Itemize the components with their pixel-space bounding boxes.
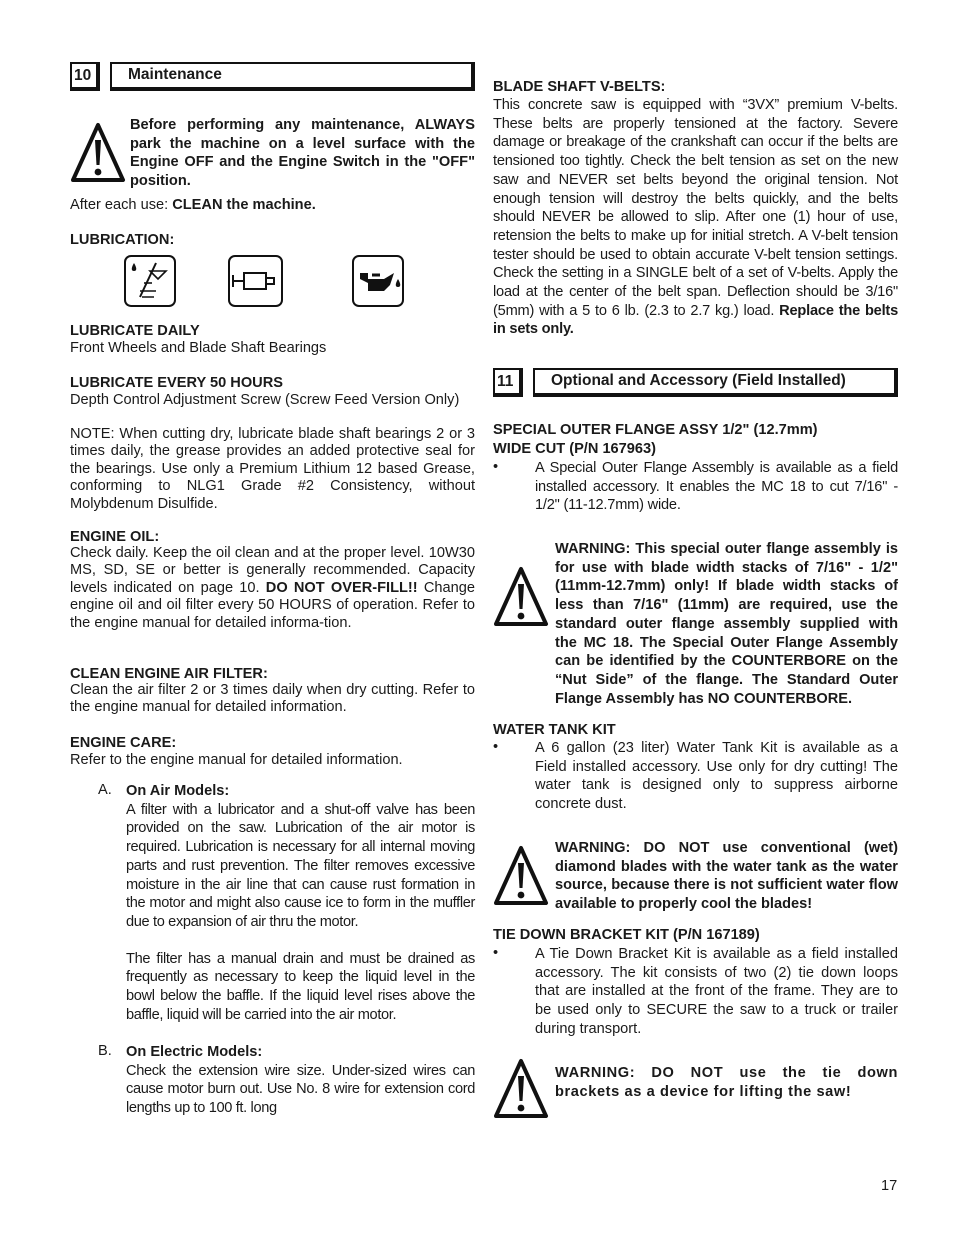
flange-heading-line-2: WIDE CUT (P/N 167963) [493, 441, 657, 457]
section-title: Maintenance [110, 62, 475, 91]
item-b [98, 1043, 475, 1123]
bullet: • [493, 945, 499, 961]
bullet: • [493, 459, 499, 475]
warning-triangle-icon [493, 845, 549, 907]
warning-text: Before performing any maintenance, ALWAYS park the machine on a level surface with the Engine OFF and the Engine Switch in the "OFF" position. [130, 117, 475, 190]
lubrication-heading: LUBRICATION: [70, 232, 175, 248]
water-tank-heading: WATER TANK KIT [493, 722, 616, 738]
flange-warning [493, 540, 898, 708]
tie-down-heading: TIE DOWN BRACKET KIT (P/N 167189) [493, 927, 760, 943]
item-b-letter: B. [98, 1043, 112, 1059]
flange-bullet-item [493, 459, 898, 519]
water-tank-text: A 6 gallon (23 liter) Water Tank Kit is available as a Field installed accessory. Use only for dry cutting! The water tank is designed only to suppress airborne concrete dust. [535, 740, 898, 813]
bullet: • [493, 739, 499, 755]
engine-care-text: Refer to the engine manual for detailed information. [70, 752, 403, 768]
lubricate-daily-heading: LUBRICATE DAILY [70, 323, 200, 339]
page-number: 17 [881, 1178, 898, 1194]
tie-down-warning [493, 1058, 898, 1120]
engine-oil-paragraph: Check daily. Keep the oil clean and at the proper level. 10W30 MS, SD, SE or better is generally recommended. Capacity levels indicated on page 10. DO NOT OVER-FILL!! Change engine oil and oil filter every 50 HOURS of operation. Refer to the engine manual for detailed informa-tion. [70, 545, 475, 631]
after-use-line: After each use: CLEAN the machine. [70, 197, 316, 213]
maintenance-warning [70, 116, 475, 191]
item-b-body [126, 1043, 475, 1118]
engine-oil-heading: ENGINE OIL: [70, 529, 160, 545]
section-number: 11 [493, 368, 523, 397]
item-a [98, 782, 475, 1082]
oil-can-icon [352, 255, 404, 307]
item-a-heading: On Air Models: [126, 783, 230, 799]
bearing-icon [228, 255, 283, 307]
note-paragraph: NOTE: When cutting dry, lubricate blade shaft bearings 2 or 3 times daily, the grease provides an added protective seal for the bearings. Use only a Premium Lithium 12 based Grease, conforming to NLG1 Grade #2 Consistency, without Molybdenum Disulfide. [70, 426, 475, 512]
tie-down-text: A Tie Down Bracket Kit is available as a field installed accessory. The kit consists of two (2) tie down loops that are installed at the front of the frame. They are to be used only to SECURE the saw to a truck or trailer during transport. [535, 946, 898, 1037]
section-11-header [493, 368, 898, 395]
item-b-heading: On Electric Models: [126, 1044, 263, 1060]
item-a-letter: A. [98, 782, 112, 798]
water-tank-bullet-item [493, 739, 898, 819]
lubricate-daily-text: Front Wheels and Blade Shaft Bearings [70, 340, 327, 356]
section-title: Optional and Accessory (Field Installed) [533, 368, 898, 397]
warning-triangle-icon [493, 566, 549, 628]
vbelts-paragraph: This concrete saw is equipped with “3VX” premium V-belts. These belts are properly tensioned at the factory. Severe damage or breakage of the crankshaft can occur if the belts are tensioned too tightly. Check the belt tension as set on the new saw and NEVER set belts beyond the original tension. Not enough tension will destroy the belts quickly, and the belts should NEVER be allowed to slip. After one (1) hour of use, retension the belts to make up for initial stretch. A V-belt tension tester should be used to obtain accurate V-belt tension settings. Check the setting in a SINGLE belt of a set of V-belts. Apply the load at the center of the belt span. Deflection should be 3/16" (5mm) with a 5 to 6 lb. (2.3 to 2.7 kg.) load. Replace the belts in sets only. [493, 97, 899, 338]
item-a-text-2: The filter has a manual drain and must be drained as frequently as necessary to keep the liquid level in the bowl below the baffle. If the liquid level rises above the baffle, liquid will be carried into the air motor. [126, 950, 475, 1023]
tie-down-bullet-item [493, 945, 898, 1045]
section-10-header [70, 62, 475, 89]
air-filter-text: Clean the air filter 2 or 3 times daily when dry cutting. Refer to the engine manual for detailed information. [70, 682, 475, 716]
warning-text: WARNING: DO NOT use the tie down brackets as a device for lifting the saw! [555, 1065, 898, 1100]
engine-care-heading: ENGINE CARE: [70, 735, 177, 751]
lubricate-50-heading: LUBRICATE EVERY 50 HOURS [70, 375, 283, 391]
water-tank-warning [493, 839, 898, 914]
item-b-text: Check the extension wire size. Under-sized wires can cause motor burn out. Use No. 8 wire for extension cord lengths up to 100 ft. long [126, 1062, 475, 1117]
flange-text: A Special Outer Flange Assembly is available as a field installed accessory. It enables the MC 18 to cut 7/16" - 1/2" (11-12.7mm) wide. [535, 460, 898, 514]
flange-heading-line-1: SPECIAL OUTER FLANGE ASSY 1/2" (12.7mm) [493, 422, 818, 438]
vbelts-heading: BLADE SHAFT V-BELTS: [493, 79, 666, 95]
grease-gun-icon [124, 255, 176, 307]
warning-triangle-icon [493, 1058, 549, 1120]
air-filter-heading: CLEAN ENGINE AIR FILTER: [70, 666, 268, 682]
item-a-body [126, 782, 475, 1024]
warning-text: WARNING: This special outer flange assembly is for use with blade width stacks of 7/16" - 1/2" (11mm-12.7mm) only! If blade width stacks of less than 7/16" (11mm) are required, use the standard outer flange assembly supplied with the MC 18. The Special Outer Flange Assembly can be identified by the COUNTERBORE on the “Nut Side” of the flange. The Standard Outer Flange Assembly has NO COUNTERBORE. [555, 541, 898, 707]
lubricate-50-text: Depth Control Adjustment Screw (Screw Feed Version Only) [70, 392, 460, 408]
section-number: 10 [70, 62, 100, 91]
warning-text: WARNING: DO NOT use conventional (wet) diamond blades with the water tank as the water source, because there is not sufficient water flow available to properly cool the blades! [555, 840, 898, 913]
warning-triangle-icon [70, 122, 126, 184]
item-a-text-1: A filter with a lubricator and a shut-off valve has been provided on the saw. Lubrication of the air motor is required. Lubrication is necessary for all internal moving parts and rust prevention. The filter removes excessive moisture in the air line that can cause rust formation in the motor and might also cause ice to form in the muffler due to expansion of air thru the motor. [126, 801, 475, 930]
